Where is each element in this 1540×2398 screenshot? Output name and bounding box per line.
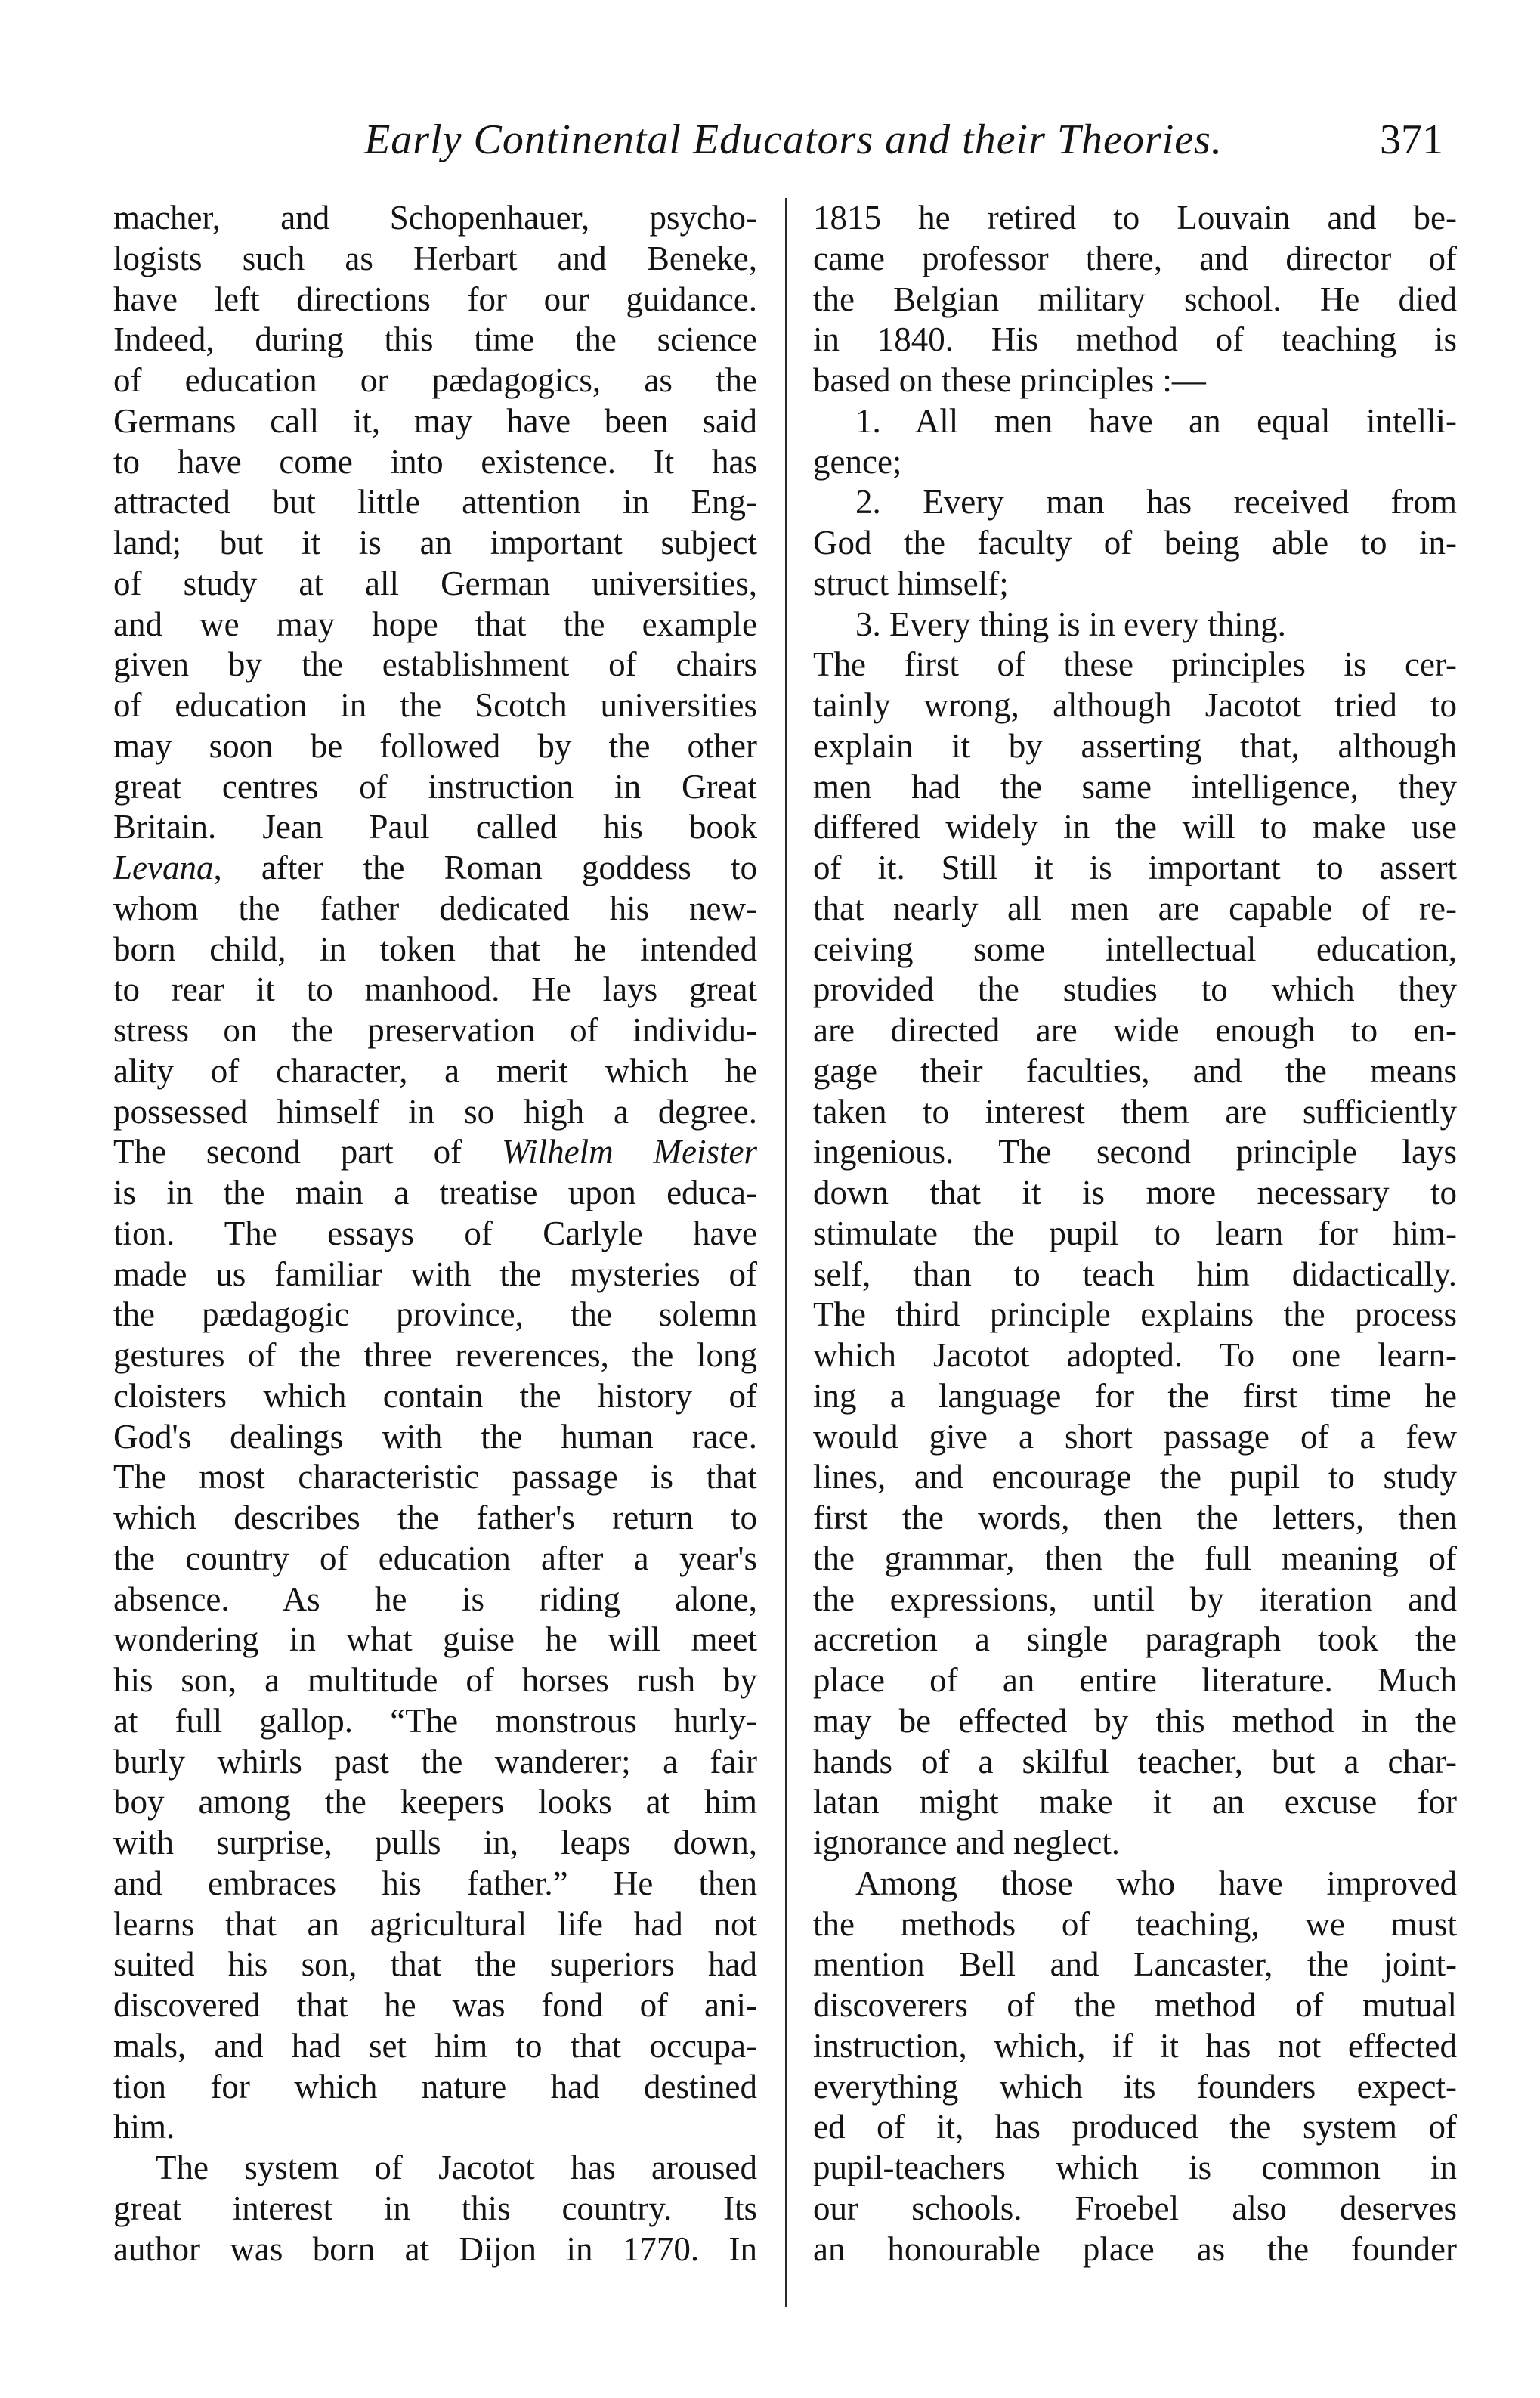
text-line: at full gallop. “The monstrous hurly-	[113, 1701, 757, 1740]
text-line: in 1840. His method of teaching is	[813, 320, 1457, 359]
text-line: ignorance and neglect.	[813, 1824, 1121, 1861]
text-line: ality of character, a merit which he	[113, 1051, 757, 1090]
text-line: explain it by asserting that, although	[813, 726, 1457, 765]
text-line: down that it is more necessary to	[813, 1174, 1457, 1211]
text-line: Britain. Jean Paul called his book	[113, 808, 757, 846]
text-line: cloisters which contain the history of	[113, 1376, 757, 1415]
page-number: 371	[1380, 116, 1443, 163]
text-line: author was born at Dijon in 1770. In	[113, 2229, 757, 2268]
text-line: boy among the keepers looks at him	[113, 1783, 757, 1821]
text-line: which describes the father's return to	[113, 1499, 757, 1536]
text-line: possessed himself in so high a degree.	[113, 1092, 757, 1131]
text-line: 3. Every thing is in every thing.	[855, 605, 1286, 643]
text-line: our schools. Froebel also deserves	[813, 2189, 1457, 2227]
text-line: The second part of Wilhelm Meister	[113, 1133, 757, 1171]
text-line: the country of education after a year's	[113, 1539, 757, 1577]
text-line: gestures of the three reverences, the long	[113, 1336, 757, 1374]
text-line: Germans call it, may have been said	[113, 401, 757, 440]
text-line: gence;	[813, 442, 902, 481]
text-line: is in the main a treatise upon educa-	[113, 1174, 757, 1211]
text-line: wondering in what guise he will meet	[113, 1620, 757, 1659]
text-line: The system of Jacotot has aroused	[156, 2149, 757, 2186]
text-line: accretion a single paragraph took the	[813, 1620, 1457, 1659]
text-line: The third principle explains the process	[813, 1295, 1457, 1334]
text-line: are directed are wide enough to en-	[813, 1011, 1457, 1049]
text-line: first the words, then the letters, then	[813, 1499, 1457, 1536]
text-line: gage their faculties, and the means	[813, 1051, 1457, 1090]
text-line: suited his son, that the superiors had	[113, 1945, 757, 1984]
text-line: and we may hope that the example	[113, 605, 757, 643]
text-line: ing a language for the first time he	[813, 1376, 1457, 1415]
text-line: everything which its founders expect-	[813, 2067, 1457, 2106]
text-line: hands of a skilful teacher, but a char-	[813, 1742, 1457, 1781]
text-line: struct himself;	[813, 564, 1009, 602]
text-line: of education or pædagogics, as the	[113, 361, 757, 399]
text-line: God's dealings with the human race.	[113, 1417, 757, 1456]
text-line: of it. Still it is important to assert	[813, 849, 1457, 886]
text-line: tion for which nature had destined	[113, 2067, 757, 2106]
text-line: mention Bell and Lancaster, the joint-	[813, 1945, 1457, 1984]
right-column	[813, 198, 1457, 2307]
text-line: and embraces his father.” He then	[113, 1864, 757, 1902]
text-line: discoverers of the method of mutual	[813, 1986, 1457, 2024]
text-line: taken to interest them are sufficiently	[813, 1092, 1457, 1131]
text-line: logists such as Herbart and Beneke,	[113, 239, 757, 277]
text-line: 1. All men have an equal intelli-	[855, 401, 1457, 440]
text-line: great centres of instruction in Great	[113, 767, 757, 806]
text-line: the methods of teaching, we must	[813, 1904, 1457, 1943]
text-line: his son, a multitude of horses rush by	[113, 1661, 757, 1699]
running-title: Early Continental Educators and their Theories.	[364, 116, 1223, 163]
text-line: whom the father dedicated his new-	[113, 889, 757, 927]
text-line: an honourable place as the founder	[813, 2229, 1457, 2268]
text-line: instruction, which, if it has not effected	[813, 2026, 1457, 2065]
text-line: latan might make it an excuse for	[813, 1783, 1457, 1821]
left-column	[113, 198, 757, 2307]
text-line: mals, and had set him to that occupa-	[113, 2026, 757, 2065]
text-line: lines, and encourage the pupil to study	[813, 1458, 1457, 1496]
text-line: place of an entire literature. Much	[813, 1661, 1457, 1699]
text-line: ingenious. The second principle lays	[813, 1133, 1457, 1171]
text-line: discovered that he was fond of ani-	[113, 1986, 757, 2024]
text-line: may be effected by this method in the	[813, 1701, 1457, 1740]
text-line: came professor there, and director of	[813, 239, 1457, 277]
text-line: The most characteristic passage is that	[113, 1458, 757, 1496]
text-line: tion. The essays of Carlyle have	[113, 1214, 757, 1252]
text-line: that nearly all men are capable of re-	[813, 889, 1457, 927]
text-line: tainly wrong, although Jacotot tried to	[813, 686, 1457, 724]
text-line: Among those who have improved	[855, 1864, 1457, 1902]
text-line: stimulate the pupil to learn for him-	[813, 1214, 1457, 1252]
text-line: great interest in this country. Its	[113, 2189, 757, 2227]
text-line: ed of it, has produced the system of	[813, 2108, 1457, 2146]
text-line: ceiving some intellectual education,	[813, 930, 1457, 968]
text-line: would give a short passage of a few	[813, 1417, 1457, 1456]
column-divider	[785, 198, 787, 2307]
text-line: macher, and Schopenhauer, psycho-	[113, 199, 757, 237]
text-line: land; but it is an important subject	[113, 524, 757, 562]
text-line: based on these principles :—	[813, 361, 1206, 399]
text-line: stress on the preservation of individu-	[113, 1011, 757, 1049]
text-line: of education in the Scotch universities	[113, 686, 757, 724]
text-line: absence. As he is riding alone,	[113, 1580, 757, 1618]
text-line: men had the same intelligence, they	[813, 767, 1457, 806]
text-line: of study at all German universities,	[113, 564, 757, 602]
text-line: have left directions for our guidance.	[113, 280, 757, 318]
text-line: made us familiar with the mysteries of	[113, 1255, 757, 1293]
text-line: with surprise, pulls in, leaps down,	[113, 1824, 757, 1861]
text-line: God the faculty of being able to in-	[813, 524, 1457, 562]
text-line: which Jacotot adopted. To one learn-	[813, 1336, 1457, 1374]
running-header	[113, 113, 1451, 166]
text-line: pupil-teachers which is common in	[813, 2149, 1457, 2186]
text-line: the Belgian military school. He died	[813, 280, 1457, 318]
text-line: 1815 he retired to Louvain and be-	[813, 199, 1457, 237]
text-line: learns that an agricultural life had not	[113, 1904, 757, 1943]
text-line: 2. Every man has received from	[855, 483, 1457, 521]
text-line: may soon be followed by the other	[113, 726, 757, 765]
text-line: given by the establishment of chairs	[113, 645, 757, 684]
text-line: the grammar, then the full meaning of	[813, 1539, 1457, 1577]
text-line: born child, in token that he intended	[113, 930, 757, 968]
text-line: provided the studies to which they	[813, 970, 1457, 1009]
text-line: him.	[113, 2108, 175, 2146]
text-line: the expressions, until by iteration and	[813, 1580, 1457, 1618]
text-line: The first of these principles is cer-	[813, 645, 1457, 684]
text-line: differed widely in the will to make use	[813, 808, 1457, 846]
text-line: the pædagogic province, the solemn	[113, 1295, 757, 1334]
text-line: self, than to teach him didactically.	[813, 1255, 1457, 1293]
text-line: to rear it to manhood. He lays great	[113, 970, 757, 1009]
text-line: Indeed, during this time the science	[113, 320, 757, 359]
text-line: attracted but little attention in Eng-	[113, 483, 757, 521]
text-line: Levana, after the Roman goddess to	[113, 849, 757, 886]
text-line: burly whirls past the wanderer; a fair	[113, 1742, 757, 1781]
text-line: to have come into existence. It has	[113, 442, 757, 481]
